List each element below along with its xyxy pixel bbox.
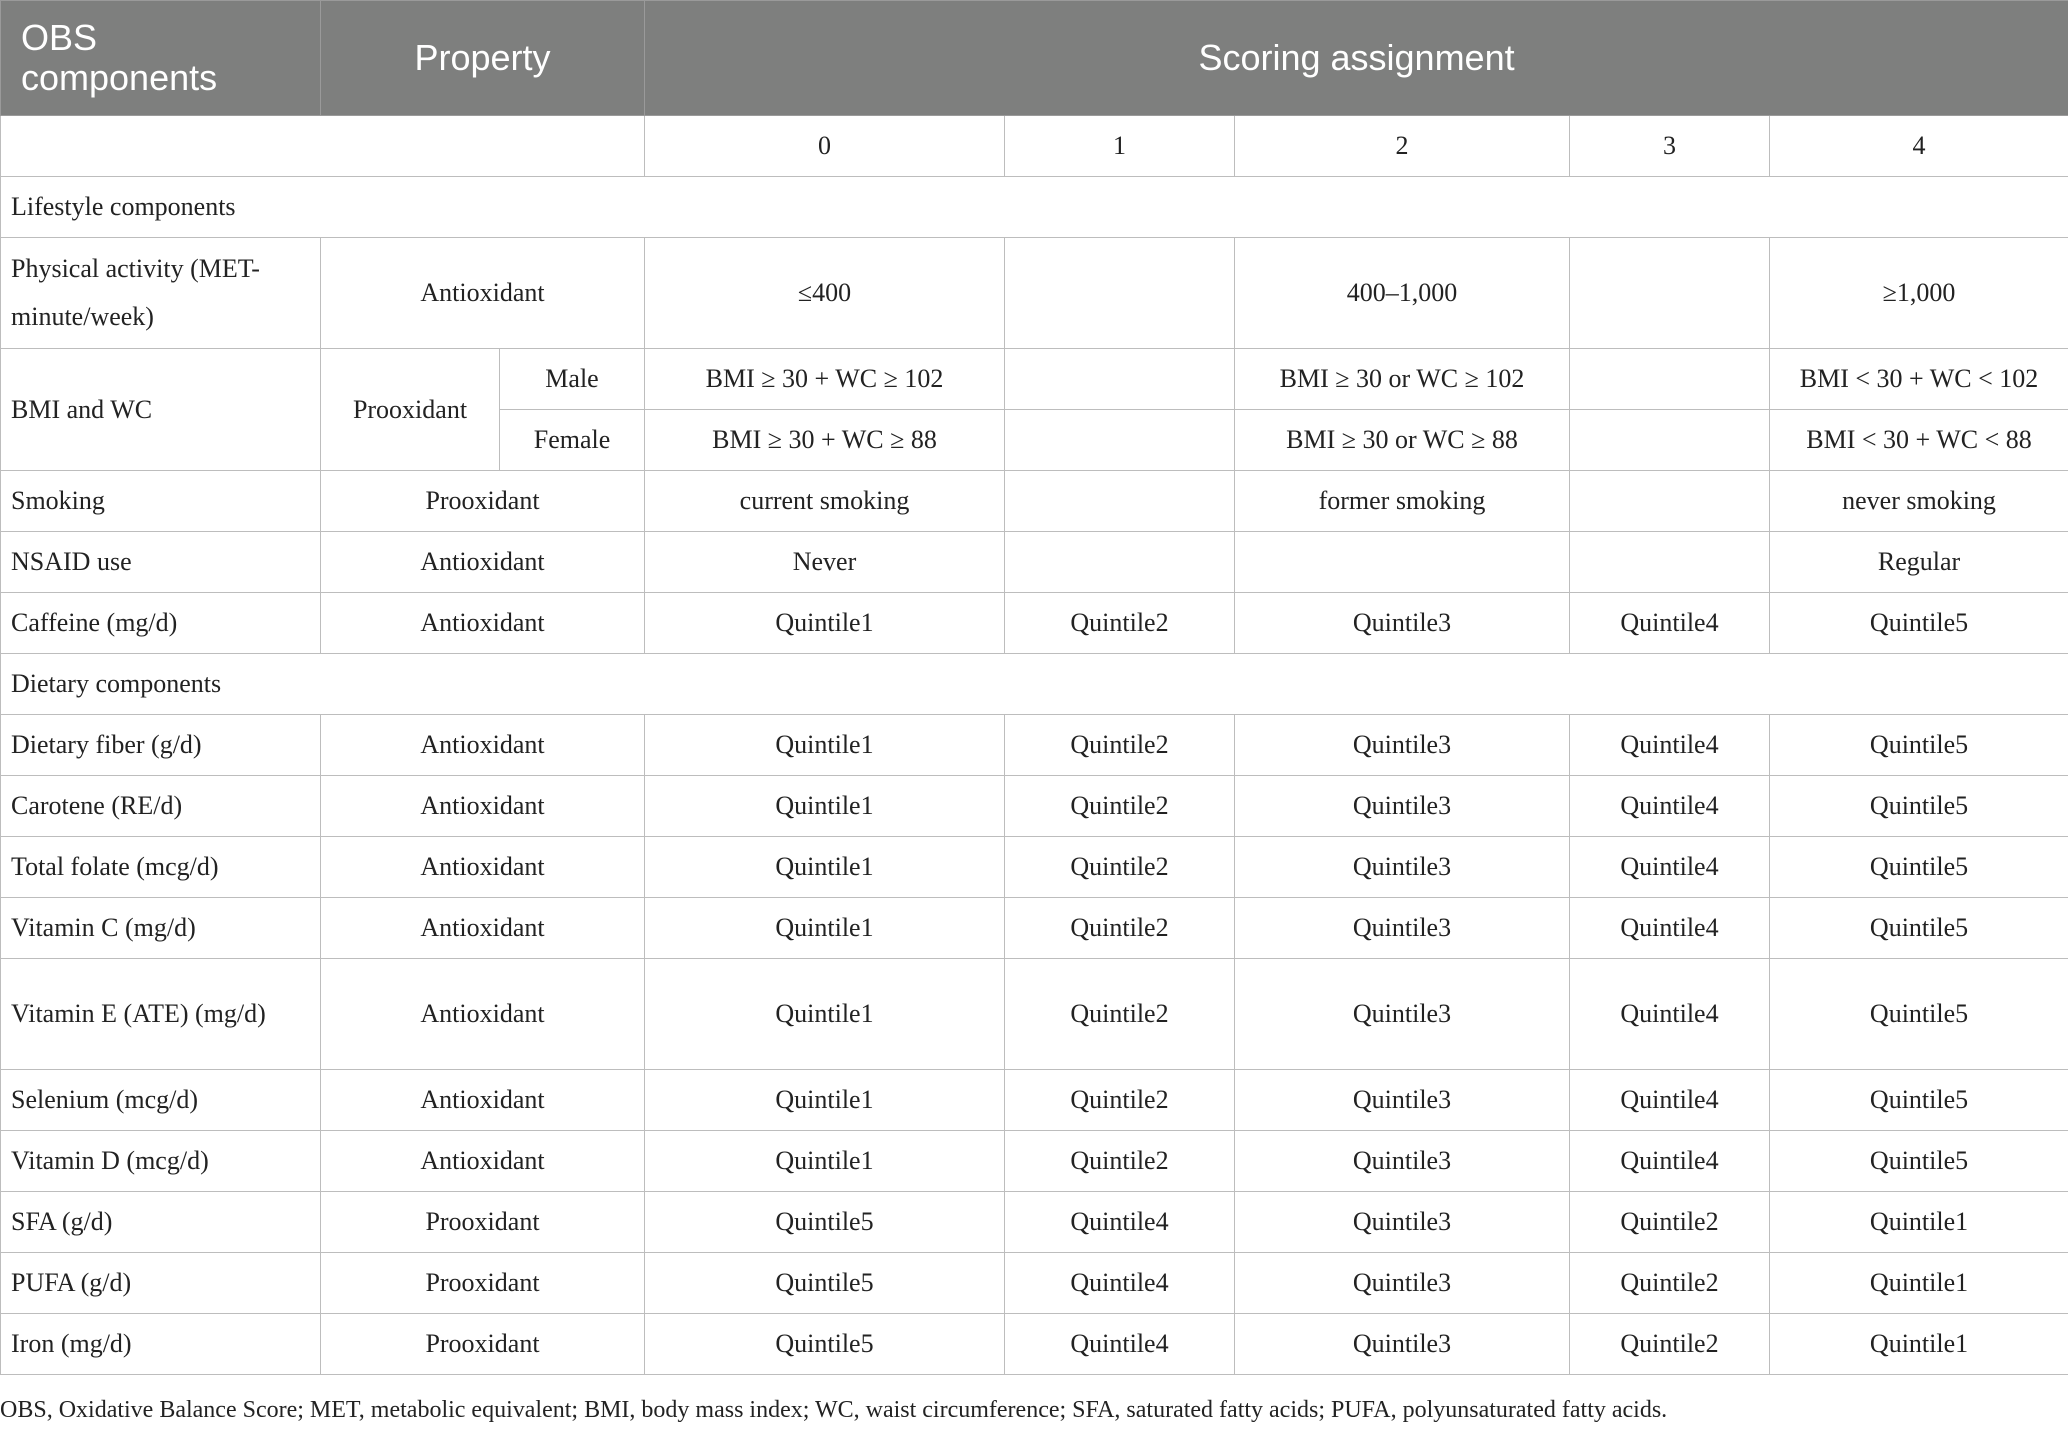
row-property: Prooxidant xyxy=(321,1253,645,1314)
cell-score-4: Quintile5 xyxy=(1770,1070,2068,1131)
header-scoring-assignment: Scoring assignment xyxy=(645,1,2068,116)
cell-score-3: Quintile4 xyxy=(1570,715,1770,776)
row-property: Antioxidant xyxy=(321,898,645,959)
cell-score-0: Quintile5 xyxy=(645,1192,1005,1253)
cell-score-1: Quintile2 xyxy=(1005,837,1235,898)
cell-score-3 xyxy=(1570,238,1770,349)
section-dietary: Dietary components xyxy=(1,654,2068,715)
score-4: 4 xyxy=(1770,116,2068,177)
section-row xyxy=(1,177,2068,238)
table-row xyxy=(1,898,2068,959)
row-property: Antioxidant xyxy=(321,959,645,1070)
row-name: NSAID use xyxy=(1,532,321,593)
cell-score-2: BMI ≥ 30 or WC ≥ 102 xyxy=(1235,349,1570,410)
row-property: Prooxidant xyxy=(321,349,500,471)
cell-score-0: Quintile1 xyxy=(645,837,1005,898)
cell-score-4: Quintile5 xyxy=(1770,959,2068,1070)
cell-score-1: Quintile2 xyxy=(1005,959,1235,1070)
table-row xyxy=(1,959,2068,1070)
cell-score-2: Quintile3 xyxy=(1235,837,1570,898)
cell-score-0: ≤400 xyxy=(645,238,1005,349)
row-property: Prooxidant xyxy=(321,1314,645,1375)
cell-score-2: former smoking xyxy=(1235,471,1570,532)
cell-score-4: Quintile5 xyxy=(1770,1131,2068,1192)
section-lifestyle: Lifestyle components xyxy=(1,177,2068,238)
row-name: Caffeine (mg/d) xyxy=(1,593,321,654)
cell-score-1: Quintile2 xyxy=(1005,593,1235,654)
cell-score-0: current smoking xyxy=(645,471,1005,532)
cell-score-1 xyxy=(1005,238,1235,349)
row-property: Antioxidant xyxy=(321,593,645,654)
cell-score-2: Quintile3 xyxy=(1235,1314,1570,1375)
cell-score-3: Quintile2 xyxy=(1570,1192,1770,1253)
row-name: Vitamin E (ATE) (mg/d) xyxy=(1,959,321,1070)
row-property: Antioxidant xyxy=(321,776,645,837)
table-row xyxy=(1,837,2068,898)
cell-score-0: Quintile1 xyxy=(645,898,1005,959)
cell-score-1: Quintile2 xyxy=(1005,776,1235,837)
cell-score-4: Quintile1 xyxy=(1770,1314,2068,1375)
section-row xyxy=(1,654,2068,715)
cell-score-0: Quintile1 xyxy=(645,1131,1005,1192)
cell-score-3 xyxy=(1570,410,1770,471)
row-name: Smoking xyxy=(1,471,321,532)
cell-score-0: Never xyxy=(645,532,1005,593)
cell-score-4: BMI < 30 + WC < 88 xyxy=(1770,410,2068,471)
table-row xyxy=(1,1192,2068,1253)
cell-score-0: Quintile5 xyxy=(645,1253,1005,1314)
cell-score-2: Quintile3 xyxy=(1235,1253,1570,1314)
cell-score-0: Quintile1 xyxy=(645,593,1005,654)
cell-score-4: Quintile5 xyxy=(1770,715,2068,776)
row-property: Prooxidant xyxy=(321,1192,645,1253)
table-row xyxy=(1,715,2068,776)
cell-score-4: Quintile5 xyxy=(1770,593,2068,654)
cell-score-3: Quintile4 xyxy=(1570,959,1770,1070)
score-2: 2 xyxy=(1235,116,1570,177)
cell-score-4: Quintile5 xyxy=(1770,898,2068,959)
cell-score-0: Quintile1 xyxy=(645,959,1005,1070)
score-header-blank xyxy=(1,116,645,177)
cell-score-0: Quintile1 xyxy=(645,1070,1005,1131)
cell-score-0: BMI ≥ 30 + WC ≥ 88 xyxy=(645,410,1005,471)
cell-score-2: BMI ≥ 30 or WC ≥ 88 xyxy=(1235,410,1570,471)
cell-score-4: never smoking xyxy=(1770,471,2068,532)
cell-score-1: Quintile2 xyxy=(1005,1070,1235,1131)
row-name: Dietary fiber (g/d) xyxy=(1,715,321,776)
header-components: OBS components xyxy=(1,1,321,116)
row-property: Antioxidant xyxy=(321,532,645,593)
row-name: Vitamin D (mcg/d) xyxy=(1,1131,321,1192)
table-row xyxy=(1,471,2068,532)
score-3: 3 xyxy=(1570,116,1770,177)
cell-score-1 xyxy=(1005,471,1235,532)
cell-score-3 xyxy=(1570,532,1770,593)
table-row xyxy=(1,776,2068,837)
table-row xyxy=(1,1131,2068,1192)
score-0: 0 xyxy=(645,116,1005,177)
cell-score-3: Quintile4 xyxy=(1570,776,1770,837)
table-footnote: OBS, Oxidative Balance Score; MET, metabolic equivalent; BMI, body mass index; WC, waist circumference; SFA, saturated fatty acids; PUFA, polyunsaturated fatty acids. xyxy=(0,1397,1668,1423)
row-name: Physical activity (MET-minute/week) xyxy=(1,238,321,349)
cell-score-1: Quintile2 xyxy=(1005,1131,1235,1192)
cell-score-3: Quintile4 xyxy=(1570,898,1770,959)
cell-score-1: Quintile2 xyxy=(1005,715,1235,776)
row-property: Prooxidant xyxy=(321,471,645,532)
cell-score-4: Regular xyxy=(1770,532,2068,593)
cell-score-4: Quintile5 xyxy=(1770,837,2068,898)
row-name: Iron (mg/d) xyxy=(1,1314,321,1375)
row-name: Selenium (mcg/d) xyxy=(1,1070,321,1131)
cell-score-1 xyxy=(1005,410,1235,471)
row-property: Antioxidant xyxy=(321,837,645,898)
table-row xyxy=(1,532,2068,593)
cell-score-2: Quintile3 xyxy=(1235,593,1570,654)
cell-score-2 xyxy=(1235,532,1570,593)
cell-score-2: 400–1,000 xyxy=(1235,238,1570,349)
cell-score-1: Quintile4 xyxy=(1005,1192,1235,1253)
cell-score-1: Quintile2 xyxy=(1005,898,1235,959)
cell-score-2: Quintile3 xyxy=(1235,1131,1570,1192)
cell-score-3: Quintile2 xyxy=(1570,1253,1770,1314)
cell-score-2: Quintile3 xyxy=(1235,959,1570,1070)
cell-score-3 xyxy=(1570,471,1770,532)
cell-score-3: Quintile4 xyxy=(1570,837,1770,898)
score-header-row xyxy=(1,116,2068,177)
row-name: SFA (g/d) xyxy=(1,1192,321,1253)
cell-score-2: Quintile3 xyxy=(1235,715,1570,776)
table-row xyxy=(1,349,2068,410)
cell-score-4: Quintile1 xyxy=(1770,1192,2068,1253)
cell-score-2: Quintile3 xyxy=(1235,776,1570,837)
cell-score-3: Quintile4 xyxy=(1570,1131,1770,1192)
cell-score-2: Quintile3 xyxy=(1235,1070,1570,1131)
cell-score-3 xyxy=(1570,349,1770,410)
cell-score-2: Quintile3 xyxy=(1235,1192,1570,1253)
row-name: PUFA (g/d) xyxy=(1,1253,321,1314)
cell-score-0: Quintile5 xyxy=(645,1314,1005,1375)
cell-score-1 xyxy=(1005,349,1235,410)
row-name: Vitamin C (mg/d) xyxy=(1,898,321,959)
table-row xyxy=(1,1253,2068,1314)
cell-score-1: Quintile4 xyxy=(1005,1314,1235,1375)
score-1: 1 xyxy=(1005,116,1235,177)
cell-score-3: Quintile2 xyxy=(1570,1314,1770,1375)
row-name: Total folate (mcg/d) xyxy=(1,837,321,898)
table-row xyxy=(1,238,2068,349)
cell-score-2: Quintile3 xyxy=(1235,898,1570,959)
cell-score-4: Quintile5 xyxy=(1770,776,2068,837)
sex-male: Male xyxy=(500,349,645,410)
row-property: Antioxidant xyxy=(321,1131,645,1192)
row-property: Antioxidant xyxy=(321,1070,645,1131)
table-row xyxy=(1,593,2068,654)
table-row xyxy=(1,1070,2068,1131)
cell-score-0: Quintile1 xyxy=(645,776,1005,837)
cell-score-4: Quintile1 xyxy=(1770,1253,2068,1314)
cell-score-1 xyxy=(1005,532,1235,593)
cell-score-1: Quintile4 xyxy=(1005,1253,1235,1314)
cell-score-4: ≥1,000 xyxy=(1770,238,2068,349)
sex-female: Female xyxy=(500,410,645,471)
row-property: Antioxidant xyxy=(321,238,645,349)
cell-score-3: Quintile4 xyxy=(1570,593,1770,654)
cell-score-0: Quintile1 xyxy=(645,715,1005,776)
header-row xyxy=(1,1,2068,116)
row-name: BMI and WC xyxy=(1,349,321,471)
cell-score-0: BMI ≥ 30 + WC ≥ 102 xyxy=(645,349,1005,410)
table-row xyxy=(1,1314,2068,1375)
row-property: Antioxidant xyxy=(321,715,645,776)
header-property: Property xyxy=(321,1,645,116)
cell-score-3: Quintile4 xyxy=(1570,1070,1770,1131)
row-name: Carotene (RE/d) xyxy=(1,776,321,837)
cell-score-4: BMI < 30 + WC < 102 xyxy=(1770,349,2068,410)
